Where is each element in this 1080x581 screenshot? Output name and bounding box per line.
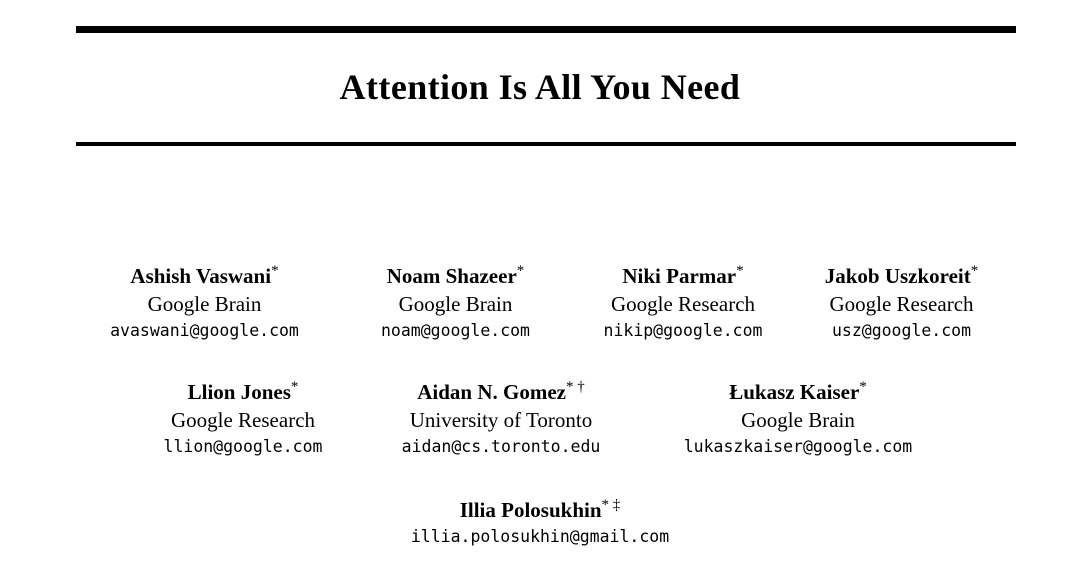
author-name-text: Aidan N. Gomez <box>417 380 566 404</box>
author-name <box>648 378 948 406</box>
author-name-text: Łukasz Kaiser <box>729 380 860 404</box>
author-name <box>370 378 632 406</box>
author-name <box>340 496 740 524</box>
author-footnote-mark: * <box>970 263 979 279</box>
author-affiliation: Google Research <box>170 408 316 432</box>
author-entry <box>124 378 362 460</box>
author-entry <box>71 262 339 344</box>
author-entry <box>339 262 573 344</box>
author-name <box>132 378 354 406</box>
author-email[interactable]: noam@google.com <box>380 321 530 340</box>
author-footnote-mark: * ‡ <box>601 497 621 513</box>
author-name-text: Illia Polosukhin <box>459 498 602 522</box>
author-name <box>79 262 331 290</box>
author-affiliation: Google Brain <box>398 292 513 316</box>
author-name-text: Noam Shazeer <box>386 264 517 288</box>
author-row <box>0 262 1080 344</box>
author-name-text: Llion Jones <box>187 380 291 404</box>
author-footnote-mark: * <box>859 379 867 395</box>
author-footnote-mark: * <box>271 263 279 279</box>
author-email[interactable]: illia.polosukhin@gmail.com <box>410 527 670 546</box>
author-affiliation: Google Brain <box>147 292 262 316</box>
author-affiliation: Google Research <box>610 292 756 316</box>
author-row <box>0 378 1080 460</box>
author-row <box>0 496 1080 550</box>
author-affiliation: University of Toronto <box>409 408 593 432</box>
title-rule-top <box>76 26 1016 33</box>
author-name <box>802 262 1002 290</box>
author-footnote-mark: * <box>516 263 525 279</box>
author-affiliation: Google Brain <box>741 408 855 432</box>
author-footnote-mark: * <box>736 263 744 279</box>
author-footnote-mark: * † <box>566 379 585 395</box>
title-rule-bottom <box>76 142 1016 146</box>
author-block <box>0 262 1080 550</box>
author-entry <box>362 378 640 460</box>
author-name <box>347 262 565 290</box>
author-email[interactable]: avaswani@google.com <box>110 321 299 340</box>
author-entry <box>573 262 794 344</box>
author-name-text: Niki Parmar <box>622 264 737 288</box>
author-name-text: Jakob Uszkoreit <box>824 264 971 288</box>
author-email[interactable]: aidan@cs.toronto.edu <box>401 437 601 456</box>
author-email[interactable]: llion@google.com <box>163 437 323 456</box>
author-footnote-mark: * <box>290 379 299 395</box>
author-email[interactable]: lukaszkaiser@google.com <box>683 437 913 456</box>
page-title: Attention Is All You Need <box>339 67 741 107</box>
author-affiliation: Google Research <box>829 292 974 316</box>
author-email[interactable]: usz@google.com <box>831 321 972 340</box>
author-entry <box>640 378 956 460</box>
author-entry <box>332 496 748 550</box>
author-name-text: Ashish Vaswani <box>130 264 272 288</box>
author-entry <box>794 262 1010 344</box>
author-email[interactable]: nikip@google.com <box>603 321 763 340</box>
author-name <box>581 262 786 290</box>
